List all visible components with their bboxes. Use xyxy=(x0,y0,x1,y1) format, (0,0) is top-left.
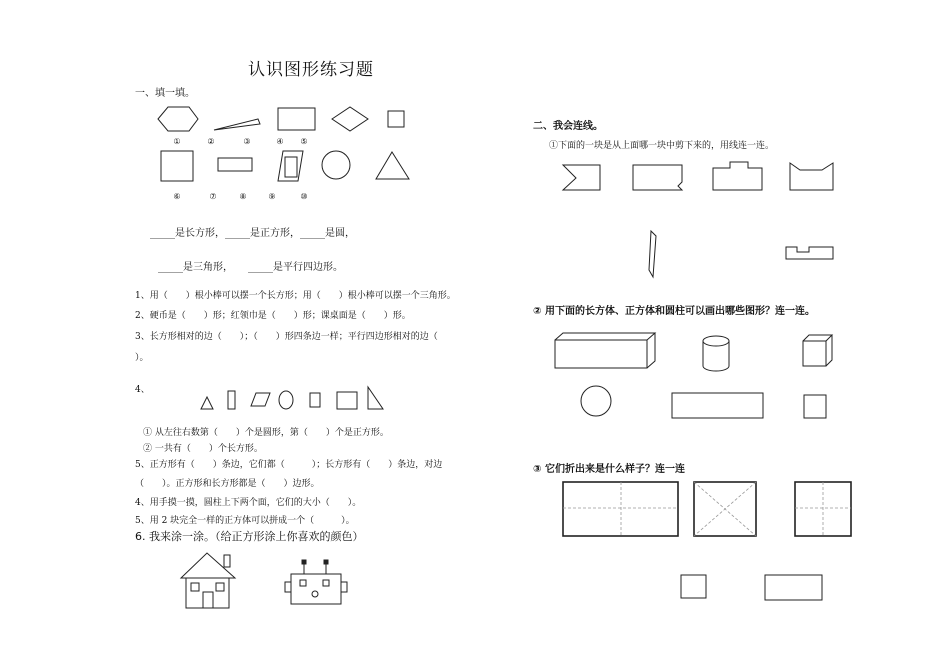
cut-shape-4 xyxy=(790,163,833,190)
trapezoid-triangle-shape xyxy=(214,119,260,130)
shape-number: ⑧ xyxy=(239,192,247,201)
robot-antenna-left xyxy=(302,560,306,564)
shape-number: ① xyxy=(173,137,181,146)
fill-blank-line2: _____是三角形， _____是平行四边形。 xyxy=(158,262,343,273)
piece-sliver xyxy=(649,231,656,277)
small-square-shape xyxy=(388,111,404,127)
circle-shape xyxy=(322,151,350,179)
cuboid-top xyxy=(555,333,655,340)
house-window-right xyxy=(216,583,224,591)
question-3-cont: ）。 xyxy=(135,353,149,363)
question-4-sub2: ② 一共有（ ）个长方形。 xyxy=(143,444,263,454)
section2-sub3: ③ 它们折出来是什么样子？连一连 xyxy=(533,464,685,475)
flat-rectangle-shape xyxy=(218,158,252,171)
house-chimney xyxy=(224,555,230,567)
robot-antenna-right xyxy=(324,560,328,564)
robot-body xyxy=(291,574,341,604)
inner-rectangle-shape xyxy=(285,157,297,177)
cube-front xyxy=(803,341,826,366)
question-3: 3、长方形相对的边（ ）；（ ）形四条边一样；平行四边形相对的边（ xyxy=(135,332,438,342)
house-window-left xyxy=(191,583,199,591)
drawing-square xyxy=(804,395,826,418)
hexagon-shape xyxy=(158,107,198,131)
question-2: 2、硬币是（ ）形；红领巾是（ ）形；课桌面是（ ）形。 xyxy=(135,311,411,321)
cylinder-bottom xyxy=(703,366,729,371)
shape-number: ③ xyxy=(243,137,251,146)
shape-number: ⑩ xyxy=(300,192,308,201)
cut-shape-3 xyxy=(713,162,762,190)
cylinder-top xyxy=(703,336,729,346)
diamond-shape xyxy=(332,107,368,131)
shape-number: ② xyxy=(207,137,215,146)
fold-net-1 xyxy=(563,482,678,536)
triangle-shape xyxy=(376,152,409,179)
shape-number: ⑥ xyxy=(173,192,181,201)
house-roof xyxy=(181,553,235,578)
robot-nose xyxy=(312,591,318,597)
robot-eye-right xyxy=(323,580,329,586)
question-5b: 5、用 2 块完全一样的正方体可以拼成一个（ ）。 xyxy=(135,516,355,526)
q4-parallelogram xyxy=(251,393,270,406)
fold-result-rectangle xyxy=(765,575,822,600)
square-shape xyxy=(161,151,193,181)
fold-result-square xyxy=(681,575,706,598)
house-door xyxy=(203,592,213,608)
drawing-rectangle xyxy=(672,393,763,418)
cuboid-front xyxy=(555,340,647,368)
q4-triangle xyxy=(201,397,213,409)
section1-heading: 一、填一填。 xyxy=(135,88,195,99)
q4-right-triangle xyxy=(368,387,383,409)
q4-wide-rectangle xyxy=(337,392,357,409)
robot-ear-left xyxy=(285,582,291,592)
question-6: 6. 我来涂一涂。（给正方形涂上你喜欢的颜色） xyxy=(135,530,364,543)
rectangle-shape xyxy=(278,108,315,130)
fill-blank-line1: _____是长方形，_____是正方形，_____是圆， xyxy=(150,228,355,239)
q4-oval xyxy=(279,391,293,409)
piece-notched-strip xyxy=(786,247,833,259)
section2-sub2: ② 用下面的长方体、正方体和圆柱可以画出哪些图形？连一连。 xyxy=(533,306,815,317)
robot-ear-right xyxy=(341,582,347,592)
shape-number: ⑨ xyxy=(268,192,276,201)
shape-number: ⑤ xyxy=(300,137,308,146)
section2-sub1: ①下面的一块是从上面哪一块中剪下来的，用线连一连。 xyxy=(549,141,775,151)
question-5: 5、正方形有（ ）条边，它们都（ ）；长方形有（ ）条边，对边 xyxy=(135,460,443,470)
drawing-circle xyxy=(581,386,611,416)
q4-small-rectangle xyxy=(310,393,320,407)
question-5-cont: （ ）。正方形和长方形都是（ ）边形。 xyxy=(135,479,320,489)
question-4-label: 4、 xyxy=(135,385,150,395)
cube-top xyxy=(803,335,832,341)
question-1: 1、用（ ）根小棒可以摆一个长方形；用（ ）根小棒可以摆一个三角形。 xyxy=(135,291,456,301)
section2-heading: 二、我会连线。 xyxy=(533,121,603,132)
cut-shape-1 xyxy=(563,165,600,190)
question-4b: 4、用手摸一摸，圆柱上下两个面，它们的大小（ ）。 xyxy=(135,498,362,508)
question-4-sub1: ① 从左往右数第（ ）个是圆形，第（ ）个是正方形。 xyxy=(143,428,389,438)
robot-eye-left xyxy=(300,580,306,586)
q4-tall-rectangle xyxy=(228,391,235,409)
shape-number: ⑦ xyxy=(209,192,217,201)
cut-shape-2 xyxy=(633,165,682,190)
shape-number: ④ xyxy=(276,137,284,146)
cuboid-side xyxy=(647,333,655,368)
page-title: 认识图形练习题 xyxy=(248,60,374,80)
